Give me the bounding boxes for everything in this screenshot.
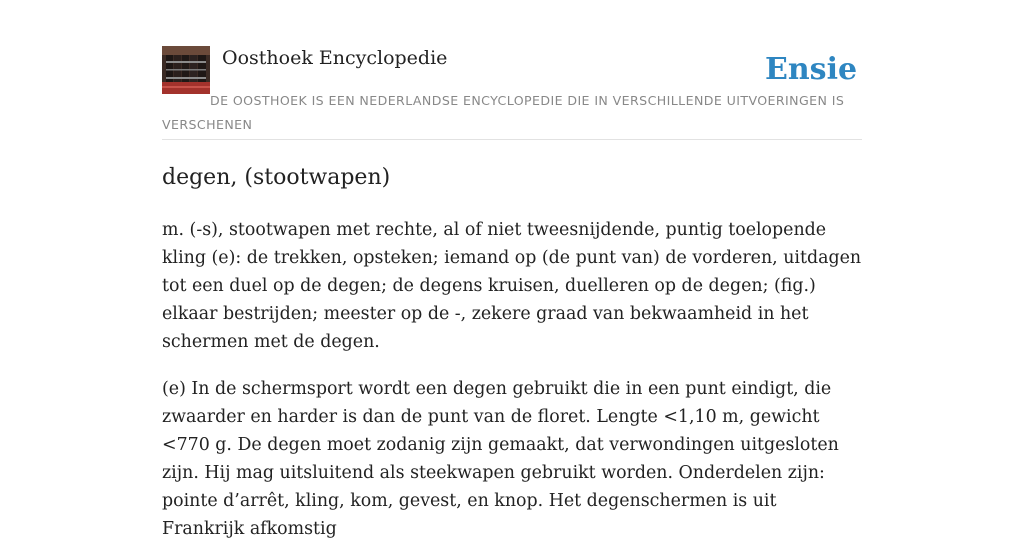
entry-title: degen, (stootwapen) — [162, 165, 391, 190]
site-tagline: DE OOSTHOEK IS EEN NEDERLANDSE ENCYCLOPEDIE DIE IN VERSCHILLENDE UITVOERINGEN IS VERSCHENEN — [162, 93, 845, 132]
site-avatar[interactable] — [162, 46, 210, 94]
site-name[interactable]: Oosthoek Encyclopedie — [222, 47, 448, 69]
header-divider — [162, 139, 862, 140]
entry-paragraph-1: m. (-s), stootwapen met rechte, al of niet tweesnijdende, puntig toelopende kling (e): de trekken, opsteken; iemand op (de punt van) de vorderen, uitdagen tot een duel op de degen; de degens kruisen, duelleren op de degen; (fig.) elkaar bestrijden; meester op de -, zekere graad van bekwaamheid in het schermen met de degen. — [162, 220, 862, 352]
entry-paragraph-2: (e) In de schermsport wordt een degen gebruikt die in een punt eindigt, die zwaarder en harder is dan de punt van de floret. Lengte <1,10 m, gewicht <770 g. De degen moet zodanig zijn gemaakt, dat verwondingen uitgesloten zijn. Hij mag uitsluitend als steekwapen gebruikt worden. Onderdelen zijn: pointe d’arrêt, kling, kom, gevest, en knop. Het degenschermen is uit Frankrijk afkomstig — [162, 379, 839, 539]
encyclopedia-books-icon — [162, 46, 210, 94]
ensie-logo[interactable]: Ensie — [765, 52, 858, 87]
